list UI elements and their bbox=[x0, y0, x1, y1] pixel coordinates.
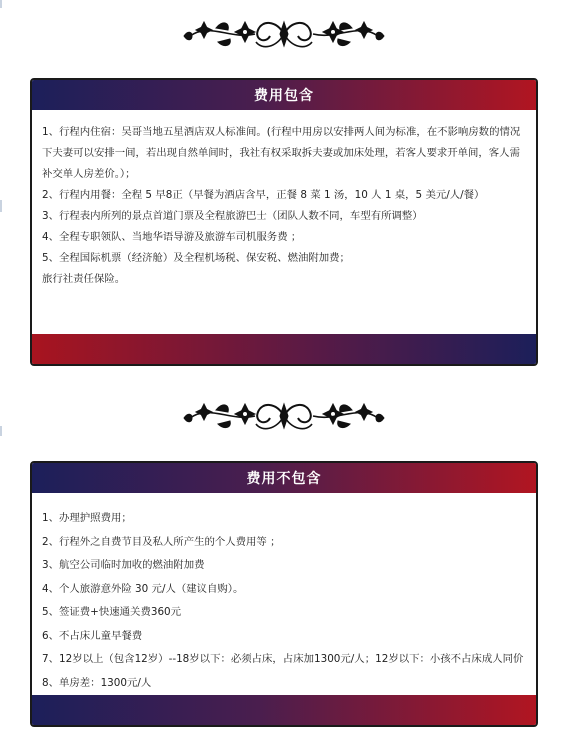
list-item: 6、不占床儿童早餐费 bbox=[42, 629, 143, 642]
fee-excluded-footer bbox=[32, 695, 536, 725]
list-item: 2、行程外之自费节目及私人所产生的个人费用等 ； bbox=[42, 535, 281, 548]
list-item: 8、单房差：1300元/人 bbox=[42, 676, 152, 689]
list-item: 旅行社责任保险。 bbox=[42, 273, 126, 285]
fee-included-header bbox=[32, 80, 536, 110]
list-item: 2、行程内用餐：全程 5 早8正（早餐为酒店含早，正餐 8 菜 1 汤，10 人 1 桌，5 美元/人/餐） bbox=[42, 189, 485, 201]
list-item: 1、行程内住宿：吴哥当地五星酒店双人标准间。(行程中用房以安排两人间为标准，在不影响房数的情况下夫妻可以安排一间，若出现自然单间时，我社有权采取拆夫妻或加床处理，若客人要求开单间，客人需补交单人房差价。）； bbox=[42, 126, 521, 180]
fee-included-title: 费用包含 bbox=[254, 88, 314, 104]
fee-included-footer bbox=[32, 334, 536, 364]
fee-excluded-card bbox=[30, 461, 538, 727]
list-item: 7、12岁以上（包含12岁）--18岁以下：必须占床，占床加1300元/人；12岁以下：小孩不占床成人同价 bbox=[42, 653, 524, 665]
fee-excluded-header bbox=[32, 463, 536, 493]
fee-excluded-title: 费用不包含 bbox=[246, 471, 322, 487]
list-item: 3、行程表内所列的景点首道门票及全程旅游巴士（团队人数不同，车型有所调整） bbox=[42, 210, 423, 222]
left-edge-mark bbox=[0, 0, 2, 8]
list-item: 5、签证费+快速通关费360元 bbox=[42, 606, 182, 618]
floral-ornament-icon bbox=[180, 394, 388, 438]
floral-ornament-icon bbox=[180, 12, 388, 56]
list-item: 4、个人旅游意外险 30 元/人（建议自购）。 bbox=[42, 582, 244, 595]
left-edge-mark bbox=[0, 426, 2, 436]
fee-included-card bbox=[30, 78, 538, 366]
fee-included-list bbox=[32, 110, 536, 290]
left-edge-mark bbox=[0, 200, 2, 212]
fee-excluded-list bbox=[32, 493, 536, 695]
list-item: 3、航空公司临时加收的燃油附加费 bbox=[42, 559, 205, 571]
list-item: 4、全程专职领队、当地华语导游及旅游车司机服务费 ； bbox=[42, 231, 302, 243]
list-item: 1、办理护照费用； bbox=[42, 512, 132, 524]
list-item: 5、全程国际机票（经济舱）及全程机场税、保安税、燃油附加费； bbox=[42, 252, 350, 264]
